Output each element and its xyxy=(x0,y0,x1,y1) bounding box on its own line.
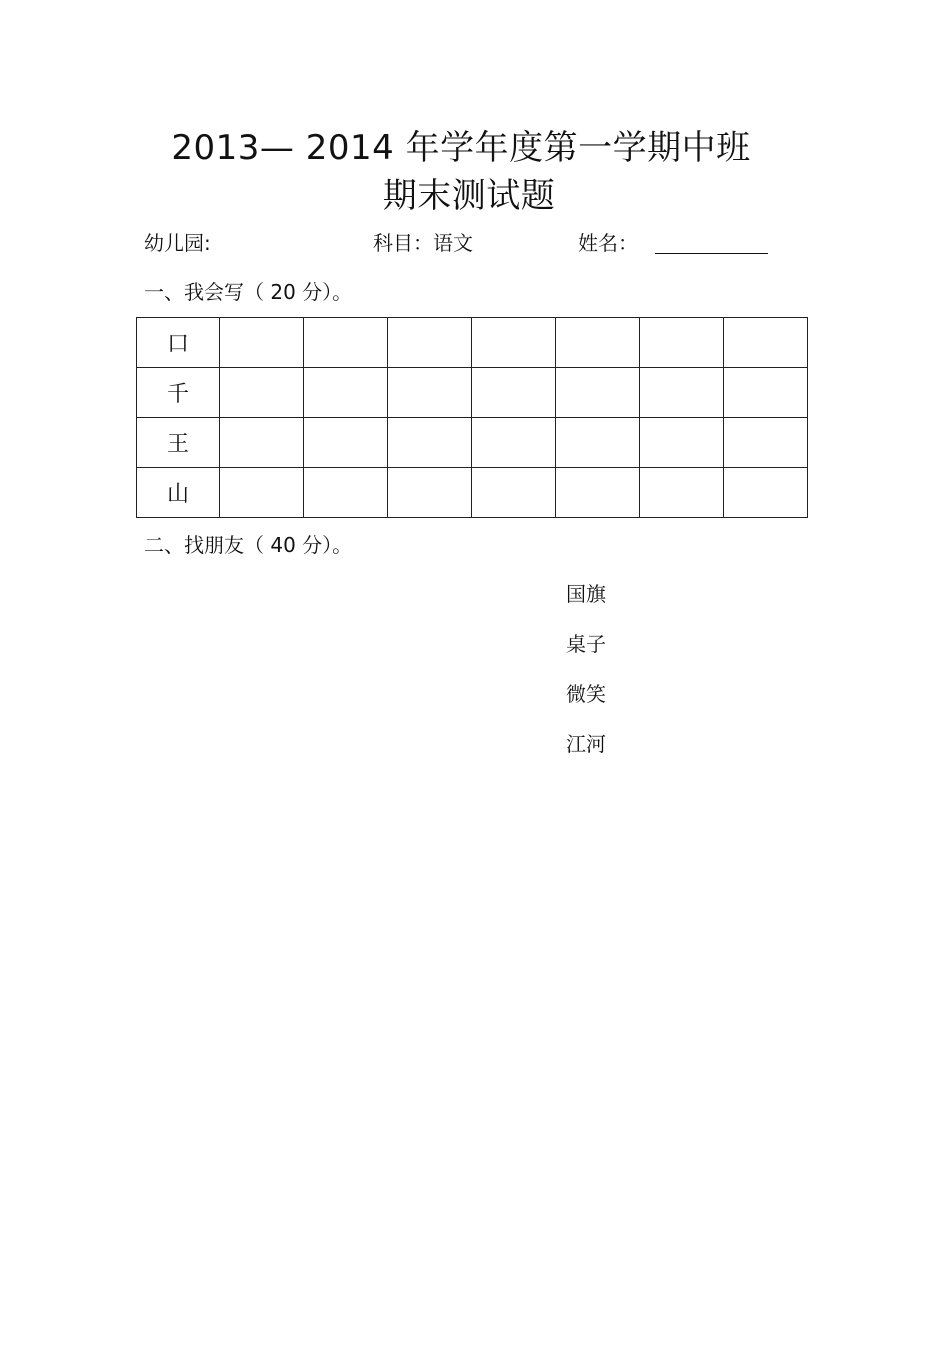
name-label: 姓名： xyxy=(578,231,638,255)
name-blank-line[interactable] xyxy=(655,253,768,254)
grid-blank-cell[interactable] xyxy=(724,368,808,418)
grid-char-cell: 口 xyxy=(137,318,220,368)
grid-blank-cell[interactable] xyxy=(724,318,808,368)
grid-char-cell: 千 xyxy=(137,368,220,418)
grid-blank-cell[interactable] xyxy=(220,368,304,418)
grid-blank-cell[interactable] xyxy=(724,418,808,468)
list-item: 桌子 xyxy=(566,632,606,656)
grid-blank-cell[interactable] xyxy=(388,368,472,418)
grid-row xyxy=(137,368,808,418)
grid-row xyxy=(137,418,808,468)
grid-blank-cell[interactable] xyxy=(472,368,556,418)
list-item: 国旗 xyxy=(566,582,606,606)
grid-blank-cell[interactable] xyxy=(556,318,640,368)
grid-char-cell: 王 xyxy=(137,418,220,468)
grid-blank-cell[interactable] xyxy=(220,318,304,368)
exam-info-row xyxy=(0,229,950,257)
grid-row xyxy=(137,318,808,368)
grid-blank-cell[interactable] xyxy=(640,368,724,418)
grid-blank-cell[interactable] xyxy=(388,468,472,518)
section-1-heading: 一、我会写（ 20 分）。 xyxy=(144,280,353,304)
grid-blank-cell[interactable] xyxy=(472,418,556,468)
grid-blank-cell[interactable] xyxy=(724,468,808,518)
grid-blank-cell[interactable] xyxy=(472,318,556,368)
exam-title-line-2: 期末测试题 xyxy=(382,176,556,216)
exam-title-line-1: 2013— 2014 年学年度第一学期中班 xyxy=(171,128,751,168)
grid-blank-cell[interactable] xyxy=(220,418,304,468)
grid-blank-cell[interactable] xyxy=(304,418,388,468)
grid-blank-cell[interactable] xyxy=(556,468,640,518)
grid-blank-cell[interactable] xyxy=(556,418,640,468)
subject-label: 科目：语文 xyxy=(373,231,473,255)
grid-row xyxy=(137,468,808,518)
list-item: 微笑 xyxy=(566,682,606,706)
grid-blank-cell[interactable] xyxy=(304,468,388,518)
grid-blank-cell[interactable] xyxy=(388,418,472,468)
grid-blank-cell[interactable] xyxy=(640,418,724,468)
kindergarten-label: 幼儿园: xyxy=(144,231,211,255)
list-item: 江河 xyxy=(566,732,606,756)
grid-blank-cell[interactable] xyxy=(472,468,556,518)
grid-blank-cell[interactable] xyxy=(304,318,388,368)
matching-word-list xyxy=(566,578,606,778)
grid-blank-cell[interactable] xyxy=(220,468,304,518)
section-2-heading: 二、找朋友（ 40 分）。 xyxy=(144,533,353,557)
writing-grid xyxy=(136,317,808,518)
grid-blank-cell[interactable] xyxy=(388,318,472,368)
grid-blank-cell[interactable] xyxy=(640,318,724,368)
grid-char-cell: 山 xyxy=(137,468,220,518)
grid-blank-cell[interactable] xyxy=(556,368,640,418)
grid-blank-cell[interactable] xyxy=(640,468,724,518)
grid-blank-cell[interactable] xyxy=(304,368,388,418)
